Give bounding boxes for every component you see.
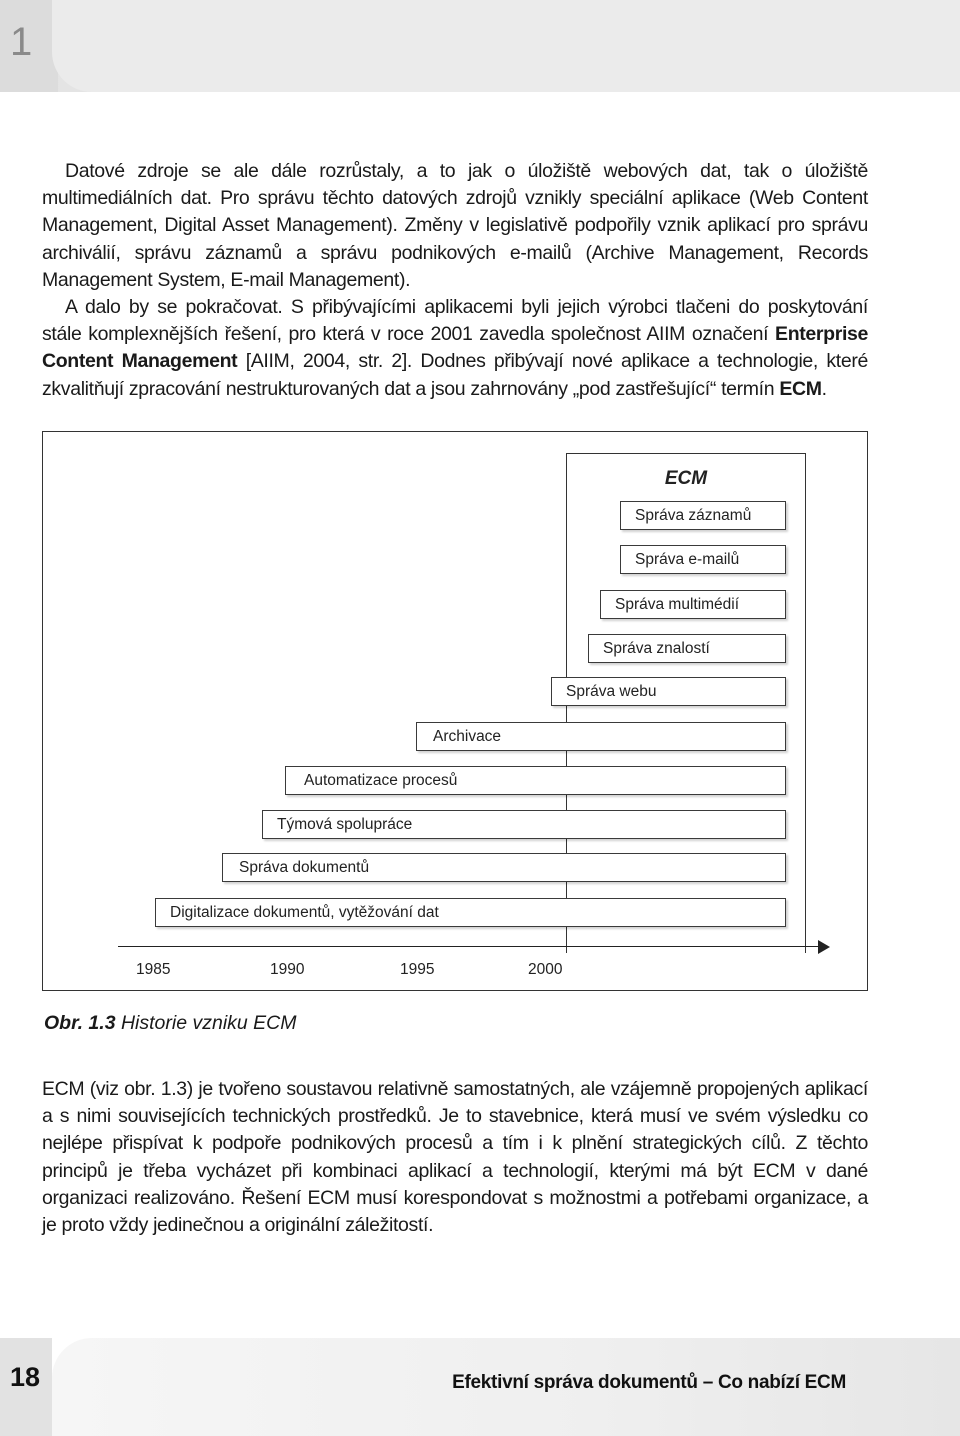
p2-bold-term-ecm: ECM (779, 377, 822, 400)
ecm-title: ECM (664, 468, 708, 489)
header-curve (52, 0, 960, 92)
box-sprava-multimedii: Správa multimédií (600, 590, 786, 619)
outro-text (42, 1076, 868, 1239)
box-sprava-emailu: Správa e-mailů (620, 545, 786, 574)
box-archivace: Archivace (416, 722, 786, 751)
p2-part-3: . (821, 377, 827, 400)
page-number: 18 (10, 1362, 41, 1392)
box-tymova-spoluprace: Týmová spolupráce (262, 810, 786, 839)
outro-paragraph: ECM (viz obr. 1.3) je tvořeno soustavou relativně samostatných, ale vzájemně propojených aplikací a s nimi souvisejících technických prostředků. Je to stavebnice, která musí ve svém výsledku co nejlépe přispívat k podpoře podnikových procesů a tím i k plnění strategických cílů. Z těchto principů je třeba vycházet při kombinaci aplikací a technologií, kterými má být ECM v dané organizaci realizováno. Řešení ECM musí korespondovat s možnostmi a potřebami organizace, a je proto vždy jedinečnou a originální záležitostí. (42, 1078, 868, 1237)
axis-label-1995: 1995 (400, 961, 435, 978)
box-sprava-webu: Správa webu (551, 677, 786, 706)
axis-label-2000: 2000 (528, 961, 563, 978)
caption-text: Historie vzniku ECM (115, 1012, 297, 1034)
p2-bold-term-ecm-full: Enterprise Content Management (42, 323, 868, 373)
axis-label-1985: 1985 (136, 961, 171, 978)
box-automatizace-procesu: Automatizace procesů (285, 766, 786, 795)
box-sprava-zaznamu: Správa záznamů (620, 501, 786, 530)
timeline-arrow-icon (818, 940, 830, 954)
box-digitalizace-dokumentu: Digitalizace dokumentů, vytěžování dat (155, 898, 786, 927)
figure-caption (44, 1012, 297, 1035)
intro-paragraph-1: Datové zdroje se ale dále rozrůstaly, a to jak o úložiště webových dat, tak o úložiště multimediálních dat. Pro správu těchto datových zdrojů vznikly speciální aplikace (Web Content Management, Digital Asset Management). Změny v legislativě podpořily vznik aplikací pro správu archiválií, správu záznamů a správu podnikových e-mailů (Archive Management, Records Management System, E-mail Management). (42, 160, 868, 291)
caption-number: Obr. 1.3 (44, 1012, 116, 1034)
p2-part-2: [AIIM, 2004, str. 2]. Dodnes přibývají nové aplikace a technologie, které zkvalitňují zpracování nestrukturovaných dat a jsou zahrnovány „pod zastřešující“ termín (42, 350, 868, 400)
intro-paragraph-2 (42, 294, 868, 403)
chapter-number: 1 (10, 20, 33, 64)
box-sprava-dokumentu: Správa dokumentů (222, 853, 786, 882)
timeline-axis (118, 946, 820, 947)
running-title: Efektivní správa dokumentů – Co nabízí ECM (452, 1372, 846, 1393)
box-sprava-znalosti: Správa znalostí (588, 634, 786, 663)
p2-part-1: A dalo by se pokračovat. S přibývajícími aplikacemi byli jejich výrobci tlačeni do poskytování stále komplexnějších řešení, pro která v roce 2001 zavedla společnost AIIM označení (42, 296, 868, 346)
axis-label-1990: 1990 (270, 961, 305, 978)
intro-text (42, 158, 868, 403)
